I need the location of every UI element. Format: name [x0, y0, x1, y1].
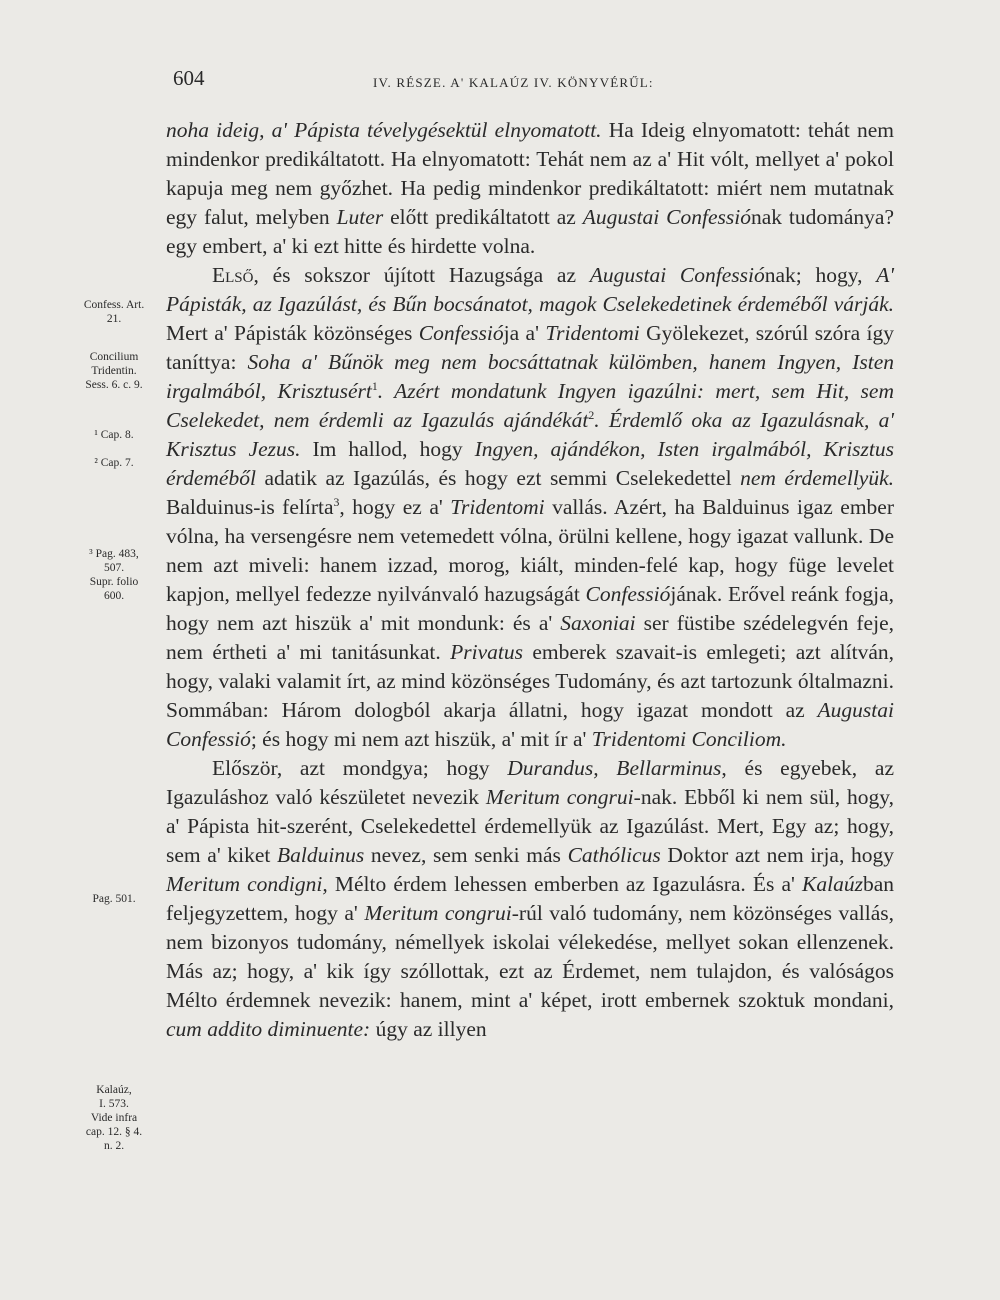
- margin-note: [64, 547, 164, 603]
- margin-note-line: Confess. Art.: [83, 299, 145, 311]
- text-run: adatik az Igazúlás, és hogy ezt semmi Cselekedettel: [255, 466, 741, 490]
- italic-run: Tridentomi: [450, 495, 545, 519]
- margin-note-line: 600.: [103, 590, 125, 602]
- paragraph: [166, 754, 894, 1044]
- margin-note: [64, 350, 164, 392]
- italic-run: A' Pápisták, az Igazúlást, és Bűn bocsánatot, magok Cselekedetinek érdeméből várják.: [166, 263, 894, 316]
- paragraph: [166, 261, 894, 754]
- italic-run: nem érdemellyük.: [740, 466, 894, 490]
- text-run: nevez, sem senki más: [364, 843, 568, 867]
- paragraph: [166, 116, 894, 261]
- italic-run: Ingyen, ajándékon, Isten irgalmából, Krisztus érdeméből: [166, 437, 894, 490]
- italic-run: Luter: [336, 205, 384, 229]
- text-run: , és egyebek, az Igazuláshoz való készületet nevezik: [166, 756, 894, 809]
- italic-run: . Érdemlő oka az Igazulásnak, a' Krisztus Jezus.: [166, 408, 894, 461]
- italic-run: Saxoniai: [560, 611, 636, 635]
- margin-note-line: Supr. folio: [89, 576, 139, 588]
- text-run: ban feljegyzettem, hogy a': [166, 872, 894, 925]
- footnote-ref: 2: [588, 407, 595, 422]
- italic-run: Augustai Confessió: [582, 205, 751, 229]
- italic-run: noha ideig, a' Pápista tévelygésektül elnyomatott.: [166, 118, 602, 142]
- margin-note: [64, 1083, 164, 1153]
- italic-run: Privatus: [450, 640, 524, 664]
- text-run: úgy az illyen: [370, 1017, 487, 1041]
- text-run: ja a': [503, 321, 546, 345]
- text-run: Mélto érdem lehessen emberben az Igazulásra. És a': [327, 872, 803, 896]
- margin-note: [64, 892, 164, 906]
- text-run: Ha Ideig elnyomatott: tehát nem mindenkor predikáltatott. Ha elnyomatott: Tehát nem az a' Hit vólt, mellyet a' pokol kapuja meg nem győzhet. Ha pedig mindenkor predikáltatott: miért nem mutatnak egy falut, melyben: [166, 118, 894, 229]
- text-run: Először, azt mondgya; hogy: [212, 756, 508, 780]
- italic-run: cum addito diminuente:: [166, 1017, 371, 1041]
- margin-note: [64, 456, 164, 470]
- text-run: vallás. Azért, ha Balduinus igaz ember vólna, ha versengésre nem vetemedett vólna, örülni kellene, hogy igazat vallunk. De nem azt miveli: hanem izzad, morog, kiált, minden-felé kap, hogy füge levelet kapjon, mellyel fedezze nyilvánvaló hazugságát: [166, 495, 894, 606]
- italic-run: Meritum congrui: [364, 901, 512, 925]
- text-run: -rúl való tudomány, nem közönséges vallás, nem bizonyos tudomány, némellyek iskolai vélekedése, mellyet sokan ellenzenek. Más az; hogy, a' kik így szóllottak, ezt az Érdemet, nem tulajdon, és valóságos Mélto érdemnek nevezik: hanem, mint a' képet, irott embernek szoktuk mondani,: [166, 901, 894, 1012]
- italic-run: Augustai Confessió: [589, 263, 765, 287]
- text-run: Im hallod, hogy: [300, 437, 475, 461]
- text-run: nak; hogy,: [764, 263, 877, 287]
- text-run: Gyölekezet, szórúl szóra így taníttya:: [166, 321, 894, 374]
- margin-note-line: Kalaúz,: [96, 1084, 132, 1096]
- text-run: Balduinus-is felírta: [166, 495, 334, 519]
- italic-run: Soha a' Bűnök meg nem bocsáttatnak külömben, hanem Ingyen, Isten irgalmából, Krisztusért: [166, 350, 895, 403]
- italic-run: Durandus, Bellarminus: [507, 756, 722, 780]
- margin-note-line: Sess. 6. c. 9.: [85, 379, 143, 391]
- margin-note-line: 21.: [106, 313, 122, 325]
- text-run: , hogy ez a': [339, 495, 451, 519]
- page-number: 604: [173, 66, 205, 90]
- text-run: emberek szavait-is emlegeti; azt alítván, hogy, valaki valamit írt, az mind közönséges Tudomány, és azt tartozunk óltalmazni. Sommában: Három dologból akarja állatni, hogy igazat mondott az: [166, 640, 894, 722]
- margin-note-line: ³ Pag. 483,: [89, 548, 139, 560]
- italic-run: Balduinus: [276, 843, 365, 867]
- margin-note-line: Vide infra: [90, 1112, 138, 1124]
- margin-note-line: I. 573.: [99, 1098, 129, 1110]
- text-run: -nak. Ebből ki nem sül, hogy, a' Pápista hit-szerént, Cselekedettel érdemellyük az Igazúlást. Mert, Egy az; hogy, sem a' kiket: [166, 785, 894, 867]
- margin-note-line: ² Cap. 7.: [94, 457, 134, 469]
- italic-run: Meritum congrui: [485, 785, 634, 809]
- text-run: ser füstibe szédelegvén feje, nem értheti a' mi tanitásunkat.: [166, 611, 894, 664]
- margin-note: [64, 428, 164, 442]
- text-run: előtt predikáltatott az: [383, 205, 583, 229]
- italic-run: Confessió: [418, 321, 504, 345]
- italic-run: Meritum condigni,: [166, 872, 328, 896]
- footnote-ref: 3: [333, 494, 340, 509]
- margin-note-line: Pag. 501.: [92, 893, 136, 905]
- text-run: jának. Erővel reánk fogja, hogy nem azt hiszük a' mit mondunk: és a': [166, 582, 895, 635]
- footnote-ref: 1: [371, 378, 378, 393]
- italic-run: Augustai Confessió: [166, 698, 894, 751]
- italic-run: Tridentomi Conciliom.: [591, 727, 787, 751]
- margin-note-line: Concilium: [89, 351, 139, 363]
- margin-note-line: cap. 12. § 4.: [85, 1126, 143, 1138]
- text-run: Doktor azt nem irja, hogy: [660, 843, 894, 867]
- italic-run: Tridentomi: [545, 321, 640, 345]
- small-caps-run: Első: [212, 263, 254, 287]
- margin-note: [64, 298, 164, 326]
- margin-note-line: n. 2.: [103, 1140, 125, 1152]
- text-run: nak tudománya? egy embert, a' ki ezt hitte és hirdette volna.: [166, 205, 894, 258]
- italic-run: Kalaúz: [802, 872, 863, 896]
- text-run: Mert a' Pápisták közönséges: [166, 321, 419, 345]
- margin-note-line: ¹ Cap. 8.: [94, 429, 134, 441]
- italic-run: Confessió: [585, 582, 671, 606]
- margin-note-line: 507.: [103, 562, 125, 574]
- margin-note-line: Tridentin.: [91, 365, 137, 377]
- body-text: [166, 116, 894, 1044]
- text-run: ; és hogy mi nem azt hiszük, a' mit ír a': [250, 727, 592, 751]
- italic-run: Cathólicus: [567, 843, 661, 867]
- running-title: IV. RÉSZE. A' KALAÚZ IV. KÖNYVÉRŰL:: [373, 75, 654, 90]
- text-run: , és sokszor újított Hazugsága az: [253, 263, 590, 287]
- italic-run: . Azért mondatunk Ingyen igazúlni: mert, sem Hit, sem Cselekedet, nem érdemli az Igazulás ajándékát: [166, 379, 894, 432]
- page-header: [173, 66, 893, 96]
